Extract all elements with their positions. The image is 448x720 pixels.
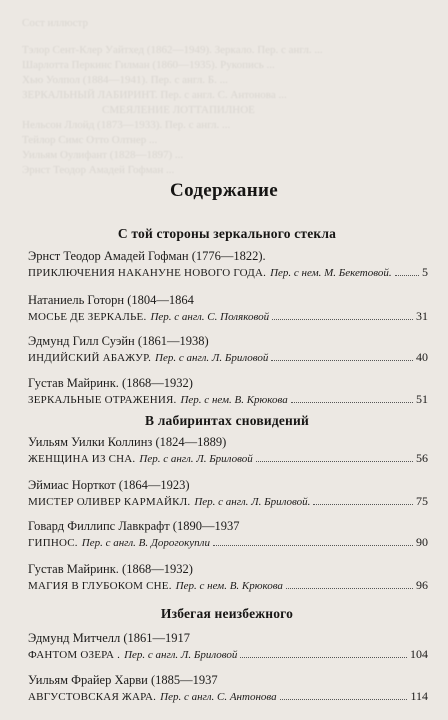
entry-page-number: 104 (410, 647, 428, 661)
entry-page-number: 56 (416, 451, 428, 465)
entry-line (28, 391, 428, 408)
entry-page-number: 75 (416, 494, 428, 508)
dot-leader (313, 503, 413, 505)
entry-author: Эймиас Норткот (1864—1923) (28, 478, 190, 492)
entry-translator: Пер. с англ. Л. Бриловой. (194, 496, 311, 508)
bleed-through-line: Тейлор Симс Отто Олтнер ... (22, 134, 158, 146)
entry-translator: Пер. с англ. Л. Бриловой (139, 453, 253, 465)
entry-author: Уильям Уилки Коллинз (1824—1889) (28, 435, 227, 449)
entry-translator: Пер. с англ. С. Поляковой (150, 311, 270, 323)
entry-line (28, 646, 428, 663)
entry-author: Натаниель Готорн (1804—1864 (28, 293, 194, 307)
entry-translator: Пер. с англ. В. Дорогокупли (81, 537, 210, 549)
section-heading (30, 226, 424, 242)
entry-work: ГИПНОС. (28, 537, 78, 549)
entry-work: МИСТЕР ОЛИВЕР КАРМАЙКЛ. (28, 496, 191, 508)
entry-page-number: 114 (410, 689, 428, 703)
entry-author: Уильям Фрайер Харви (1885—1937 (28, 673, 218, 687)
section-heading-text: Избегая неизбежного (160, 606, 294, 621)
bleed-through-line: ЗЕРКАЛЬНЫЙ ЛАБИРИНТ. Пер. с англ. С. Антонова ... (22, 89, 287, 101)
toc-entry[interactable] (28, 292, 428, 325)
bleed-through-text (22, 0, 430, 176)
entry-work: АВГУСТОВСКАЯ ЖАРА. (28, 691, 157, 703)
section-heading (30, 413, 424, 429)
bleed-through-line: Уильям Оулифант (1828—1897) ... (22, 149, 184, 161)
entry-page-number: 51 (416, 392, 428, 406)
entry-page-number: 31 (416, 309, 428, 323)
dot-leader (271, 359, 413, 361)
bleed-through-line: СМЕЯЛЕНИЕ ЛОТТАПИЛНОЕ (102, 104, 255, 116)
entry-page-number: 90 (416, 535, 428, 549)
entry-page-number: 96 (416, 578, 428, 592)
toc-entry[interactable] (28, 561, 428, 594)
entry-author: Густав Майринк. (1868—1932) (28, 562, 193, 576)
dot-leader (213, 544, 413, 546)
section-heading-text: В лабиринтах сновидений (145, 413, 309, 428)
entry-line (28, 264, 428, 281)
entry-work: ФАНТОМ ОЗЕРА . (28, 649, 121, 661)
entry-line (28, 450, 428, 467)
toc-entry[interactable] (28, 518, 428, 551)
entry-translator: Пер. с англ. Л. Бриловой (124, 649, 238, 661)
entry-author: Эдмунд Гилл Суэйн (1861—1938) (28, 334, 209, 348)
entry-translator: Пер. с англ. С. Антонова (160, 691, 277, 703)
dot-leader (395, 274, 419, 276)
toc-entry[interactable] (28, 375, 428, 408)
bleed-through-line: Шарлотта Перкинс Гилман (1860—1935). Рукопись ... (22, 59, 275, 71)
entry-author: Эдмунд Митчелл (1861—1917 (28, 631, 190, 645)
entry-work: ИНДИЙСКИЙ АБАЖУР. (28, 352, 152, 364)
bleed-through-line: Эрнст Теодор Амадей Гофман ... (22, 164, 175, 176)
dot-leader (272, 318, 413, 320)
entry-work: МАГИЯ В ГЛУБОКОМ СНЕ. (28, 580, 172, 592)
toc-entry[interactable] (28, 434, 428, 467)
dot-leader (240, 656, 407, 658)
entry-author: Эрнст Теодор Амадей Гофман (1776—1822). (28, 249, 266, 263)
entry-line (28, 493, 428, 510)
entry-page-number: 5 (422, 265, 428, 279)
section-heading (30, 606, 424, 622)
toc-entry[interactable] (28, 248, 428, 281)
bleed-through-line: Тэлор Сент-Клер Уайтхед (1862—1949). Зеркало. Пер. с англ. ... (22, 44, 323, 56)
entry-author: Густав Майринк. (1868—1932) (28, 376, 193, 390)
toc-entry[interactable] (28, 333, 428, 366)
toc-entry[interactable] (28, 477, 428, 510)
dot-leader (291, 401, 413, 403)
entry-work: ЖЕНЩИНА ИЗ СНА. (28, 453, 136, 465)
page-title: Содержание (170, 180, 278, 201)
entry-translator: Пер. с нем. В. Крюкова (175, 580, 283, 592)
entry-line (28, 534, 428, 551)
entry-author: Говард Филлипс Лавкрафт (1890—1937 (28, 519, 240, 533)
toc-entry[interactable] (28, 630, 428, 663)
entry-line (28, 349, 428, 366)
entry-line (28, 308, 428, 325)
bleed-through-line: Сост иллюстр (22, 17, 88, 29)
entry-work: МОСЬЕ ДЕ ЗЕРКАЛЬЕ. (28, 311, 147, 323)
entry-translator: Пер. с нем. М. Бекетовой. (270, 267, 392, 279)
dot-leader (286, 587, 413, 589)
dot-leader (280, 698, 408, 700)
dot-leader (256, 460, 413, 462)
bleed-through-line: Хью Уолпол (1884—1941). Пер. с англ. Б. ... (22, 74, 228, 86)
entry-translator: Пер. с нем. В. Крюкова (180, 394, 288, 406)
entry-line (28, 577, 428, 594)
section-heading-text: С той стороны зеркального стекла (117, 226, 337, 241)
entry-work: ПРИКЛЮЧЕНИЯ НАКАНУНЕ НОВОГО ГОДА. (28, 267, 267, 279)
entry-page-number: 40 (416, 350, 428, 364)
bleed-through-line: Нельсон Ллойд (1873—1933). Пер. с англ. ... (22, 119, 231, 131)
entry-work: ЗЕРКАЛЬНЫЕ ОТРАЖЕНИЯ. (28, 394, 177, 406)
entry-line (28, 688, 428, 705)
toc-entry[interactable] (28, 672, 428, 705)
entry-translator: Пер. с англ. Л. Бриловой (155, 352, 269, 364)
